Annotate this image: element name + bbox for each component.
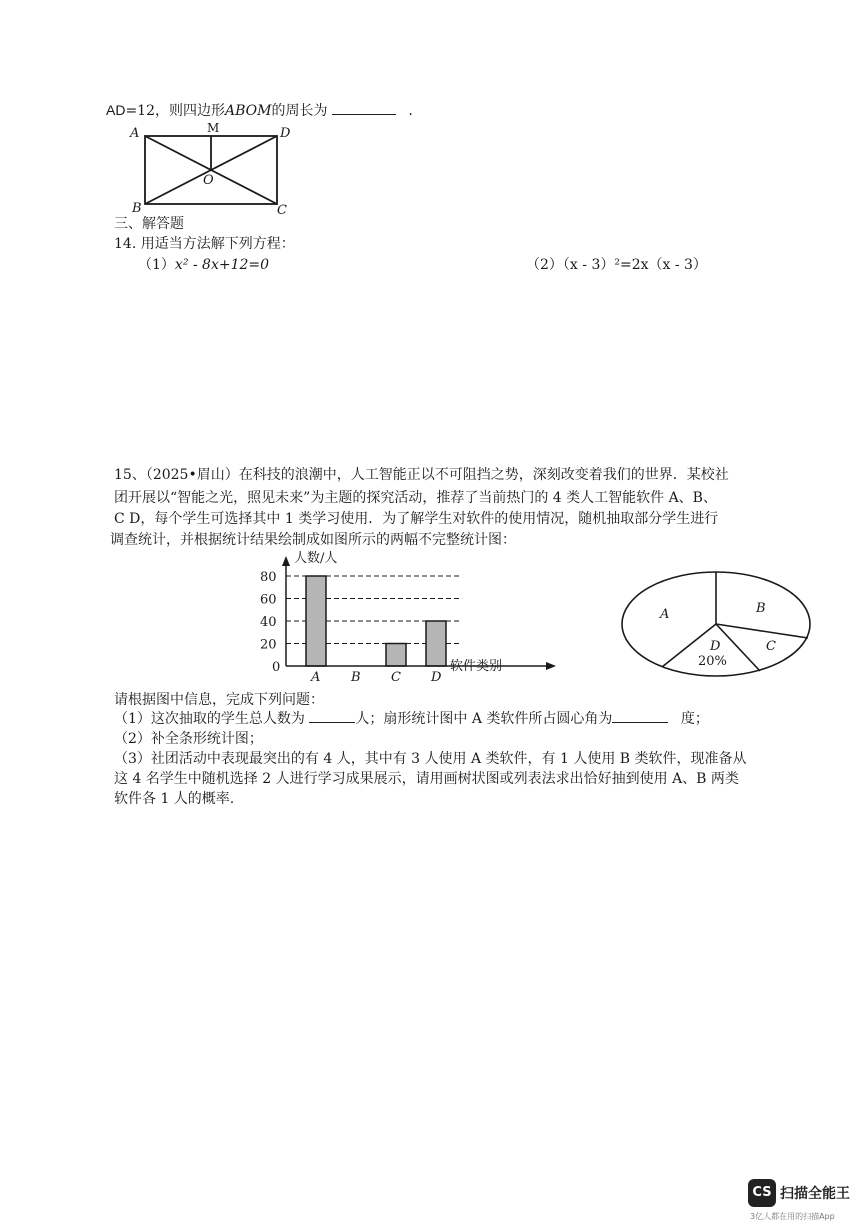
- pie-percent-D: 20%: [698, 654, 727, 669]
- x-tick-A: A: [311, 670, 321, 685]
- x-axis-arrow: [546, 662, 556, 670]
- q14-part1-label: （1）: [138, 257, 175, 273]
- label-C: C: [277, 203, 287, 218]
- y-tick-60: 60: [260, 592, 277, 608]
- q13-answer-blank[interactable]: [332, 102, 396, 115]
- q14-part2-label: （2）: [526, 257, 563, 273]
- q15-line-1: 15、（2025•眉山）在科技的浪潮中，人工智能正以不可阻挡之势，深刻改变着我们的世界．某校社: [114, 467, 729, 483]
- scanner-tagline: 3亿人都在用的扫描App: [750, 1212, 835, 1221]
- pie-chart: [618, 570, 818, 682]
- x-tick-B: B: [351, 670, 361, 685]
- pie-label-D: D: [710, 639, 721, 654]
- q15-intro: 请根据图中信息，完成下列问题：: [114, 692, 324, 708]
- label-O: O: [203, 173, 214, 188]
- scanner-watermark: [748, 1179, 866, 1219]
- q15-total-blank[interactable]: [309, 710, 355, 723]
- y-tick-80: 80: [260, 570, 277, 585]
- x-axis-label: 软件类别: [450, 659, 503, 674]
- y-tick-40: 40: [260, 615, 277, 630]
- label-B: B: [132, 201, 142, 216]
- bar-A: [306, 576, 326, 666]
- q15-line-3: C D，每个学生可选择其中 1 类学习使用．为了解学生对软件的使用情况，随机抽取部分学生进行: [114, 511, 719, 527]
- label-M: M: [207, 121, 220, 135]
- label-D: D: [280, 126, 291, 141]
- q13-end: .: [408, 103, 413, 119]
- q15-sub1: [114, 709, 709, 729]
- q15-sub1-c: 度；: [680, 711, 709, 727]
- q15-sub1-a: （1）这次抽取的学生总人数为: [114, 711, 305, 727]
- bar-D: [426, 621, 446, 666]
- q15-angle-blank[interactable]: [612, 710, 668, 723]
- scanner-app-name: 扫描全能王: [780, 1186, 850, 1202]
- bar-chart: [250, 548, 570, 688]
- pie-label-B: B: [756, 601, 766, 616]
- q14-part1: [138, 255, 269, 275]
- q14-part1-expr: x² - 8x+12=0: [174, 257, 270, 273]
- q13-text-2: 的周长为: [271, 103, 328, 119]
- cs-logo-icon: CS: [748, 1179, 776, 1207]
- y-axis-label: 人数/人: [294, 551, 338, 566]
- rectangle-figure: [110, 118, 300, 218]
- q13-prefix: AD: [106, 102, 126, 118]
- x-tick-D: D: [431, 670, 442, 685]
- q15-sub3-line-2: 这 4 名学生中随机选择 2 人进行学习成果展示，请用画树状图或列表法求出恰好抽到使用 A、B 两类: [114, 771, 739, 787]
- y-tick-20: 20: [260, 637, 277, 653]
- y-tick-0: 0: [272, 660, 281, 675]
- q14-part2: [526, 255, 707, 275]
- y-axis-arrow: [282, 556, 290, 566]
- q15-sub1-b: 人；扇形统计图中 A 类软件所占圆心角为: [355, 711, 613, 727]
- q13-shape: ABOM: [225, 103, 272, 119]
- q15-line-4: 调查统计，并根据统计结果绘制成如图所示的两幅不完整统计图：: [110, 532, 516, 548]
- label-A: A: [130, 126, 140, 141]
- q15-sub2: （2）补全条形统计图；: [114, 731, 263, 747]
- bar-C: [386, 644, 406, 667]
- q15-sub3-line-3: 软件各 1 人的概率.: [114, 791, 235, 807]
- q15-line-2: 团开展以“智能之光，照见未来”为主题的探究活动，推荐了当前热门的 4 类人工智能软件 A、B、: [114, 490, 717, 506]
- pie-label-C: C: [766, 639, 776, 654]
- q14-part2-expr: （x - 3）²=2x（x - 3）: [562, 257, 707, 273]
- q15-sub3-line-1: （3）社团活动中表现最突出的有 4 人，其中有 3 人使用 A 类软件，有 1 人使用 B 类软件，现准备从: [114, 751, 747, 767]
- pie-label-A: A: [660, 607, 670, 622]
- q13-text-1: =12，则四边形: [125, 103, 225, 119]
- section-title: 三、解答题: [114, 216, 184, 232]
- x-tick-C: C: [391, 670, 401, 685]
- q14-title: 14. 用适当方法解下列方程：: [114, 236, 295, 252]
